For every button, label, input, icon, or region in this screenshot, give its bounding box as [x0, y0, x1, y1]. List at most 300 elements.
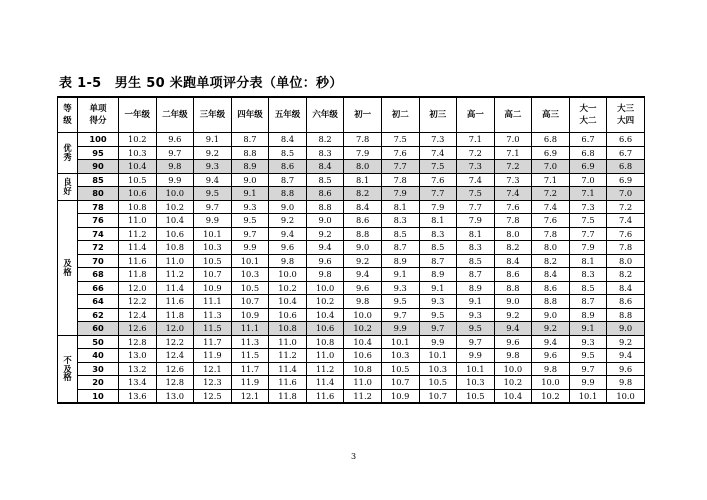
table-row	[58, 389, 645, 403]
time-cell: 11.0	[156, 254, 194, 268]
time-cell: 10.0	[494, 362, 532, 376]
header-grade-line: 大四	[617, 116, 635, 126]
time-cell: 7.9	[381, 187, 419, 201]
score-cell: 72	[78, 241, 119, 255]
time-cell: 9.6	[532, 349, 570, 363]
time-cell: 12.1	[194, 362, 232, 376]
header-grade	[269, 97, 307, 133]
header-grade-line: 三年级	[199, 110, 226, 120]
time-cell: 12.4	[156, 349, 194, 363]
time-cell: 8.4	[344, 200, 382, 214]
time-cell: 8.8	[532, 295, 570, 309]
table-row	[58, 335, 645, 349]
time-cell: 9.8	[306, 268, 344, 282]
time-cell: 11.8	[156, 308, 194, 322]
time-cell: 8.7	[231, 133, 269, 147]
time-cell: 8.8	[306, 200, 344, 214]
time-cell: 9.9	[156, 173, 194, 187]
time-cell: 10.0	[269, 268, 307, 282]
time-cell: 12.6	[156, 362, 194, 376]
time-cell: 7.8	[532, 227, 570, 241]
time-cell: 11.7	[231, 362, 269, 376]
time-cell: 10.4	[269, 295, 307, 309]
time-cell: 7.0	[532, 160, 570, 174]
header-grade-line: 六年级	[312, 110, 338, 120]
time-cell: 9.4	[194, 173, 232, 187]
time-cell: 11.3	[231, 335, 269, 349]
time-cell: 9.4	[344, 268, 382, 282]
time-cell: 6.9	[532, 146, 570, 160]
time-cell: 9.0	[306, 214, 344, 228]
time-cell: 6.8	[532, 133, 570, 147]
time-cell: 12.3	[194, 376, 232, 390]
time-cell: 10.4	[119, 160, 157, 174]
time-cell: 8.9	[231, 160, 269, 174]
time-cell: 9.2	[344, 254, 382, 268]
time-cell: 9.0	[607, 322, 645, 336]
time-cell: 7.8	[494, 214, 532, 228]
time-cell: 12.2	[119, 295, 157, 309]
table-row	[58, 133, 645, 147]
time-cell: 9.3	[381, 281, 419, 295]
header-grade	[231, 97, 269, 133]
time-cell: 11.7	[194, 335, 232, 349]
time-cell: 6.6	[607, 133, 645, 147]
score-cell: 40	[78, 349, 119, 363]
table-row	[58, 268, 645, 282]
time-cell: 9.1	[419, 281, 457, 295]
time-cell: 7.1	[569, 187, 607, 201]
table-row	[58, 241, 645, 255]
header-score-line: 单项	[89, 104, 107, 114]
time-cell: 6.7	[569, 133, 607, 147]
time-cell: 7.2	[532, 187, 570, 201]
time-cell: 10.5	[194, 254, 232, 268]
time-cell: 12.8	[156, 376, 194, 390]
time-cell: 10.1	[381, 335, 419, 349]
time-cell: 9.6	[344, 281, 382, 295]
time-cell: 8.9	[569, 308, 607, 322]
score-cell: 30	[78, 362, 119, 376]
time-cell: 11.5	[194, 322, 232, 336]
time-cell: 9.4	[607, 349, 645, 363]
level-label	[58, 335, 78, 403]
time-cell: 9.2	[494, 308, 532, 322]
time-cell: 7.4	[494, 187, 532, 201]
time-cell: 7.4	[457, 173, 495, 187]
time-cell: 11.0	[269, 335, 307, 349]
time-cell: 10.2	[269, 281, 307, 295]
time-cell: 8.9	[381, 254, 419, 268]
time-cell: 9.3	[457, 308, 495, 322]
score-cell: 68	[78, 268, 119, 282]
time-cell: 8.3	[457, 241, 495, 255]
time-cell: 9.1	[194, 133, 232, 147]
score-cell: 78	[78, 200, 119, 214]
time-cell: 13.0	[119, 349, 157, 363]
time-cell: 9.9	[194, 214, 232, 228]
time-cell: 12.4	[119, 308, 157, 322]
score-cell: 20	[78, 376, 119, 390]
table-row	[58, 295, 645, 309]
time-cell: 10.2	[119, 133, 157, 147]
time-cell: 9.9	[569, 376, 607, 390]
time-cell: 10.2	[306, 295, 344, 309]
level-label	[58, 173, 78, 200]
time-cell: 11.2	[119, 227, 157, 241]
time-cell: 10.4	[494, 389, 532, 403]
level-label-char: 良	[63, 177, 72, 188]
header-grade-line: 初一	[354, 110, 372, 120]
score-cell: 50	[78, 335, 119, 349]
time-cell: 12.8	[119, 335, 157, 349]
time-cell: 7.5	[569, 214, 607, 228]
time-cell: 9.8	[607, 376, 645, 390]
time-cell: 7.3	[419, 133, 457, 147]
time-cell: 10.2	[344, 322, 382, 336]
time-cell: 8.5	[419, 241, 457, 255]
time-cell: 9.2	[607, 335, 645, 349]
header-grade	[532, 97, 570, 133]
time-cell: 9.4	[269, 227, 307, 241]
header-grade	[607, 97, 645, 133]
time-cell: 9.3	[569, 335, 607, 349]
time-cell: 10.5	[381, 362, 419, 376]
time-cell: 8.0	[607, 254, 645, 268]
table-row	[58, 227, 645, 241]
time-cell: 10.1	[419, 349, 457, 363]
time-cell: 9.9	[457, 349, 495, 363]
time-cell: 8.7	[419, 254, 457, 268]
time-cell: 10.8	[156, 241, 194, 255]
time-cell: 8.5	[569, 281, 607, 295]
time-cell: 9.7	[156, 146, 194, 160]
time-cell: 10.0	[532, 376, 570, 390]
time-cell: 10.0	[607, 389, 645, 403]
time-cell: 10.3	[419, 362, 457, 376]
level-label-char: 及	[63, 363, 72, 374]
score-cell: 10	[78, 389, 119, 403]
time-cell: 10.3	[457, 376, 495, 390]
time-cell: 10.1	[569, 389, 607, 403]
time-cell: 9.4	[532, 335, 570, 349]
time-cell: 11.3	[194, 308, 232, 322]
score-cell: 85	[78, 173, 119, 187]
time-cell: 9.7	[381, 308, 419, 322]
time-cell: 7.9	[457, 214, 495, 228]
time-cell: 9.6	[494, 335, 532, 349]
time-cell: 11.4	[119, 241, 157, 255]
time-cell: 9.2	[269, 214, 307, 228]
time-cell: 9.8	[344, 295, 382, 309]
time-cell: 11.2	[344, 389, 382, 403]
time-cell: 8.0	[494, 227, 532, 241]
header-grade	[494, 97, 532, 133]
time-cell: 7.7	[569, 227, 607, 241]
time-cell: 10.6	[344, 349, 382, 363]
time-cell: 13.4	[119, 376, 157, 390]
time-cell: 7.6	[381, 146, 419, 160]
time-cell: 7.9	[569, 241, 607, 255]
time-cell: 10.2	[156, 200, 194, 214]
header-grade	[381, 97, 419, 133]
header-grade-line: 大二	[579, 116, 597, 126]
time-cell: 9.6	[156, 133, 194, 147]
time-cell: 8.8	[344, 227, 382, 241]
time-cell: 10.2	[494, 376, 532, 390]
time-cell: 10.1	[457, 362, 495, 376]
time-cell: 10.3	[231, 268, 269, 282]
header-grade-line: 高二	[504, 110, 522, 120]
time-cell: 7.8	[607, 241, 645, 255]
time-cell: 9.9	[231, 241, 269, 255]
time-cell: 8.3	[419, 227, 457, 241]
level-label	[58, 133, 78, 174]
time-cell: 10.6	[306, 322, 344, 336]
time-cell: 11.5	[231, 349, 269, 363]
time-cell: 12.1	[231, 389, 269, 403]
time-cell: 8.5	[269, 146, 307, 160]
time-cell: 10.4	[306, 308, 344, 322]
time-cell: 8.3	[306, 146, 344, 160]
time-cell: 7.7	[419, 187, 457, 201]
time-cell: 9.6	[607, 362, 645, 376]
time-cell: 8.6	[532, 281, 570, 295]
time-cell: 8.2	[344, 187, 382, 201]
time-cell: 9.0	[231, 173, 269, 187]
time-cell: 8.5	[457, 254, 495, 268]
time-cell: 10.5	[419, 376, 457, 390]
header-score-line: 得分	[89, 116, 107, 126]
time-cell: 10.7	[381, 376, 419, 390]
time-cell: 8.6	[306, 187, 344, 201]
time-cell: 11.2	[306, 362, 344, 376]
time-cell: 11.0	[306, 349, 344, 363]
time-cell: 7.1	[457, 133, 495, 147]
time-cell: 10.2	[532, 389, 570, 403]
header-grade-line: 一年级	[124, 110, 151, 120]
time-cell: 11.1	[194, 295, 232, 309]
time-cell: 8.1	[381, 200, 419, 214]
time-cell: 7.6	[607, 227, 645, 241]
header-grade-line: 二年级	[162, 110, 188, 120]
header-level-line: 等	[63, 104, 72, 114]
table-row	[58, 160, 645, 174]
time-cell: 11.9	[231, 376, 269, 390]
time-cell: 11.9	[194, 349, 232, 363]
time-cell: 9.2	[532, 322, 570, 336]
time-cell: 9.7	[457, 335, 495, 349]
time-cell: 8.4	[607, 281, 645, 295]
time-cell: 10.9	[381, 389, 419, 403]
time-cell: 7.4	[419, 146, 457, 160]
time-cell: 10.0	[156, 187, 194, 201]
time-cell: 9.7	[194, 200, 232, 214]
time-cell: 13.2	[119, 362, 157, 376]
time-cell: 7.4	[532, 200, 570, 214]
header-grade	[306, 97, 344, 133]
score-cell: 70	[78, 254, 119, 268]
time-cell: 8.7	[269, 173, 307, 187]
time-cell: 7.3	[457, 160, 495, 174]
score-cell: 60	[78, 322, 119, 336]
time-cell: 10.1	[231, 254, 269, 268]
table-row	[58, 322, 645, 336]
time-cell: 8.7	[569, 295, 607, 309]
header-grade	[156, 97, 194, 133]
time-cell: 10.7	[194, 268, 232, 282]
time-cell: 8.1	[569, 254, 607, 268]
table-row	[58, 281, 645, 295]
header-grade	[194, 97, 232, 133]
time-cell: 10.6	[156, 227, 194, 241]
level-label-char: 优	[63, 143, 72, 154]
time-cell: 10.7	[231, 295, 269, 309]
time-cell: 10.5	[231, 281, 269, 295]
time-cell: 9.7	[419, 322, 457, 336]
level-label-char: 格	[63, 371, 72, 382]
time-cell: 7.6	[494, 200, 532, 214]
level-label-char: 好	[63, 185, 72, 196]
time-cell: 8.0	[532, 241, 570, 255]
time-cell: 7.6	[532, 214, 570, 228]
time-cell: 7.1	[532, 173, 570, 187]
table-row	[58, 349, 645, 363]
time-cell: 11.8	[269, 389, 307, 403]
time-cell: 8.2	[494, 241, 532, 255]
time-cell: 12.0	[156, 322, 194, 336]
time-cell: 8.1	[419, 214, 457, 228]
time-cell: 6.9	[569, 160, 607, 174]
time-cell: 11.4	[306, 376, 344, 390]
time-cell: 11.6	[269, 376, 307, 390]
time-cell: 7.3	[494, 173, 532, 187]
time-cell: 9.6	[306, 254, 344, 268]
time-cell: 9.1	[569, 322, 607, 336]
time-cell: 7.5	[381, 133, 419, 147]
time-cell: 9.3	[231, 200, 269, 214]
table-row	[58, 187, 645, 201]
score-cell: 95	[78, 146, 119, 160]
header-grade	[344, 97, 382, 133]
time-cell: 7.6	[419, 173, 457, 187]
header-row	[58, 97, 645, 133]
time-cell: 10.4	[344, 335, 382, 349]
time-cell: 11.2	[269, 349, 307, 363]
time-cell: 7.7	[457, 200, 495, 214]
score-cell: 74	[78, 227, 119, 241]
time-cell: 9.1	[381, 268, 419, 282]
table-row	[58, 200, 645, 214]
time-cell: 8.6	[494, 268, 532, 282]
time-cell: 10.9	[231, 308, 269, 322]
time-cell: 6.9	[607, 173, 645, 187]
time-cell: 7.0	[494, 133, 532, 147]
time-cell: 11.0	[119, 214, 157, 228]
level-label-char: 不	[63, 355, 72, 366]
time-cell: 13.6	[119, 389, 157, 403]
time-cell: 10.9	[194, 281, 232, 295]
time-cell: 8.2	[607, 268, 645, 282]
time-cell: 9.7	[569, 362, 607, 376]
time-cell: 9.5	[569, 349, 607, 363]
time-cell: 6.8	[569, 146, 607, 160]
header-grade-line: 初二	[391, 110, 409, 120]
header-grade-line: 四年级	[237, 110, 263, 120]
time-cell: 9.1	[457, 295, 495, 309]
table-row	[58, 254, 645, 268]
time-cell: 10.7	[419, 389, 457, 403]
level-label-char: 格	[63, 266, 72, 277]
time-cell: 9.5	[457, 322, 495, 336]
score-cell: 76	[78, 214, 119, 228]
time-cell: 8.7	[457, 268, 495, 282]
time-cell: 8.7	[381, 241, 419, 255]
time-cell: 8.8	[607, 308, 645, 322]
time-cell: 7.1	[494, 146, 532, 160]
time-cell: 8.6	[607, 295, 645, 309]
table-row	[58, 376, 645, 390]
time-cell: 10.5	[119, 173, 157, 187]
time-cell: 9.0	[532, 308, 570, 322]
score-cell: 80	[78, 187, 119, 201]
time-cell: 9.2	[306, 227, 344, 241]
score-table	[57, 96, 645, 404]
time-cell: 9.4	[494, 322, 532, 336]
time-cell: 8.9	[419, 268, 457, 282]
time-cell: 9.8	[156, 160, 194, 174]
header-grade	[119, 97, 157, 133]
score-cell: 62	[78, 308, 119, 322]
header-grade	[457, 97, 495, 133]
time-cell: 10.6	[119, 187, 157, 201]
time-cell: 8.8	[231, 146, 269, 160]
time-cell: 7.0	[569, 173, 607, 187]
time-cell: 12.2	[156, 335, 194, 349]
time-cell: 10.6	[269, 308, 307, 322]
time-cell: 7.2	[457, 146, 495, 160]
header-grade-line: 五年级	[274, 110, 301, 120]
header-level-line: 级	[63, 116, 72, 126]
table-row	[58, 308, 645, 322]
time-cell: 7.0	[607, 187, 645, 201]
time-cell: 11.8	[119, 268, 157, 282]
time-cell: 9.5	[381, 295, 419, 309]
time-cell: 8.3	[569, 268, 607, 282]
header-grade-line: 高一	[466, 110, 484, 120]
time-cell: 9.2	[194, 146, 232, 160]
time-cell: 11.6	[119, 254, 157, 268]
time-cell: 9.5	[419, 308, 457, 322]
header-score	[78, 97, 119, 133]
time-cell: 10.8	[119, 200, 157, 214]
time-cell: 7.8	[381, 173, 419, 187]
time-cell: 10.4	[156, 214, 194, 228]
time-cell: 11.6	[156, 295, 194, 309]
time-cell: 10.8	[269, 322, 307, 336]
time-cell: 8.4	[269, 133, 307, 147]
time-cell: 7.5	[419, 160, 457, 174]
time-cell: 11.4	[269, 362, 307, 376]
level-label-char: 秀	[63, 151, 72, 162]
time-cell: 6.7	[607, 146, 645, 160]
table-title: 表 1-5 男生 50 米跑单项评分表（单位：秒）	[59, 76, 343, 91]
time-cell: 7.7	[381, 160, 419, 174]
time-cell: 10.8	[306, 335, 344, 349]
time-cell: 9.8	[269, 254, 307, 268]
score-cell: 66	[78, 281, 119, 295]
table-row	[58, 362, 645, 376]
